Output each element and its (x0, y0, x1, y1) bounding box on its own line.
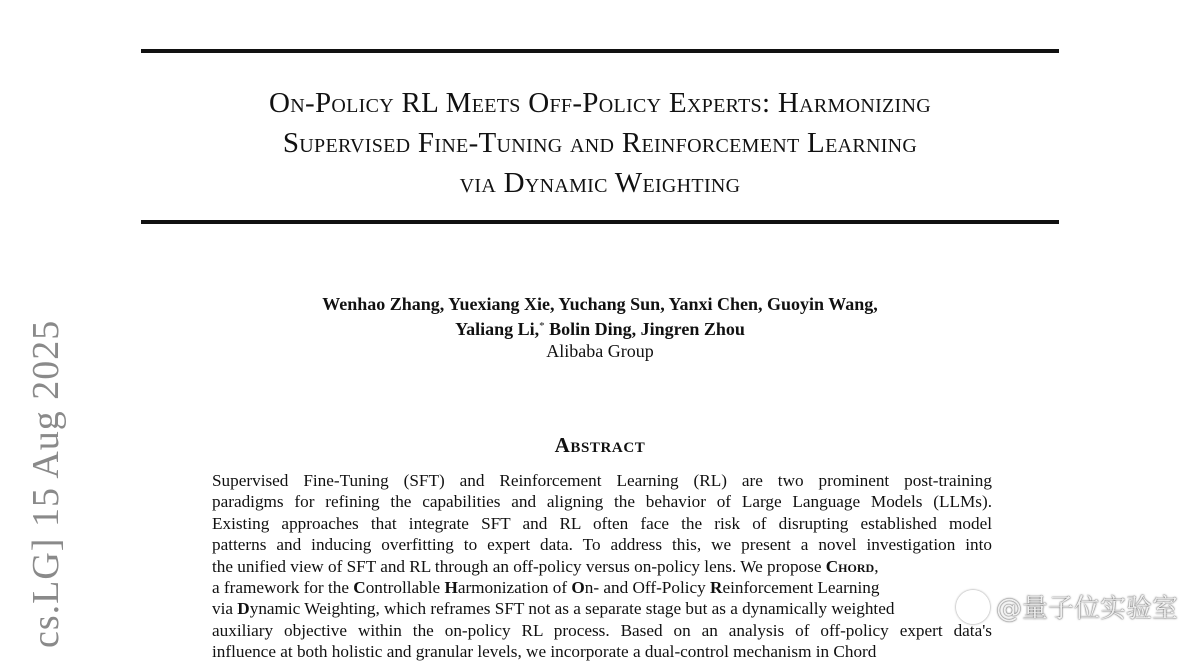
acronym-letter: D (237, 599, 250, 619)
paper-title (141, 83, 1059, 203)
author-block (141, 293, 1059, 362)
author-yaliang-li: Yaliang Li, (455, 319, 540, 339)
abstract-line (212, 598, 992, 619)
watermark (956, 588, 1178, 625)
abstract-text: armonization of (457, 578, 572, 598)
acronym-letter: C (353, 578, 366, 598)
authors-line-2 (141, 315, 1059, 340)
abstract-text: n- and Off-Policy (584, 578, 711, 598)
authors-line-2-rest: Bolin Ding, Jingren Zhou (544, 319, 745, 339)
abstract-text: via (212, 599, 238, 619)
acronym-letter: R (710, 578, 723, 598)
method-name-chord: Chord (825, 556, 875, 576)
abstract-text: the unified view of SFT and RL through an off-policy versus on-policy lens. We propose (212, 556, 826, 576)
abstract-line: Supervised Fine-Tuning (SFT) and Reinforcement Learning (RL) are two prominent post-training (212, 471, 992, 490)
abstract-heading: Abstract (554, 433, 646, 457)
abstract-line-partial: influence at both holistic and granular levels, we incorporate a dual-control mechanism in Chord (212, 642, 877, 662)
title-line-2: Supervised Fine-Tuning and Reinforcement Learning (282, 127, 918, 159)
watermark-text: @量子位实验室 (995, 594, 1178, 624)
abstract-line: Existing approaches that integrate SFT and RL often face the risk of disrupting established model (212, 513, 992, 533)
abstract-text: einforcement Learning (722, 578, 880, 598)
abstract-line: patterns and inducing overfitting to expert data. To address this, we present a novel investigation into (212, 535, 992, 555)
abstract-line (212, 577, 992, 598)
title-bottom-rule (141, 220, 1059, 224)
affiliation: Alibaba Group (546, 341, 654, 361)
abstract-line: paradigms for refining the capabilities and aligning the behavior of Large Language Models (LLMs). (212, 492, 992, 512)
abstract-text: a framework for the (212, 578, 354, 598)
title-top-rule (141, 49, 1059, 53)
acronym-letter: O (571, 578, 585, 598)
camera-lens-icon (956, 590, 990, 624)
arxiv-side-stamp: cs.LG] 15 Aug 2025 (25, 319, 67, 648)
abstract-line: auxiliary objective within the on-policy RL process. Based on an analysis of off-policy expert data's (212, 620, 992, 640)
acronym-letter: H (444, 578, 458, 598)
abstract-line (212, 556, 992, 577)
abstract-text: , (874, 556, 879, 576)
abstract-body (212, 470, 992, 663)
corresponding-author-mark: * (539, 320, 545, 332)
title-line-3: via Dynamic Weighting (459, 167, 741, 199)
abstract-text: ynamic Weighting, which reframes SFT not as a separate stage but as a dynamically weighted (249, 599, 895, 619)
title-line-1: On-Policy RL Meets Off-Policy Experts: Harmonizing (269, 87, 931, 119)
authors-line-1: Wenhao Zhang, Yuexiang Xie, Yuchang Sun, Yanxi Chen, Guoyin Wang, (322, 294, 878, 314)
abstract-text: ontrollable (365, 578, 445, 598)
